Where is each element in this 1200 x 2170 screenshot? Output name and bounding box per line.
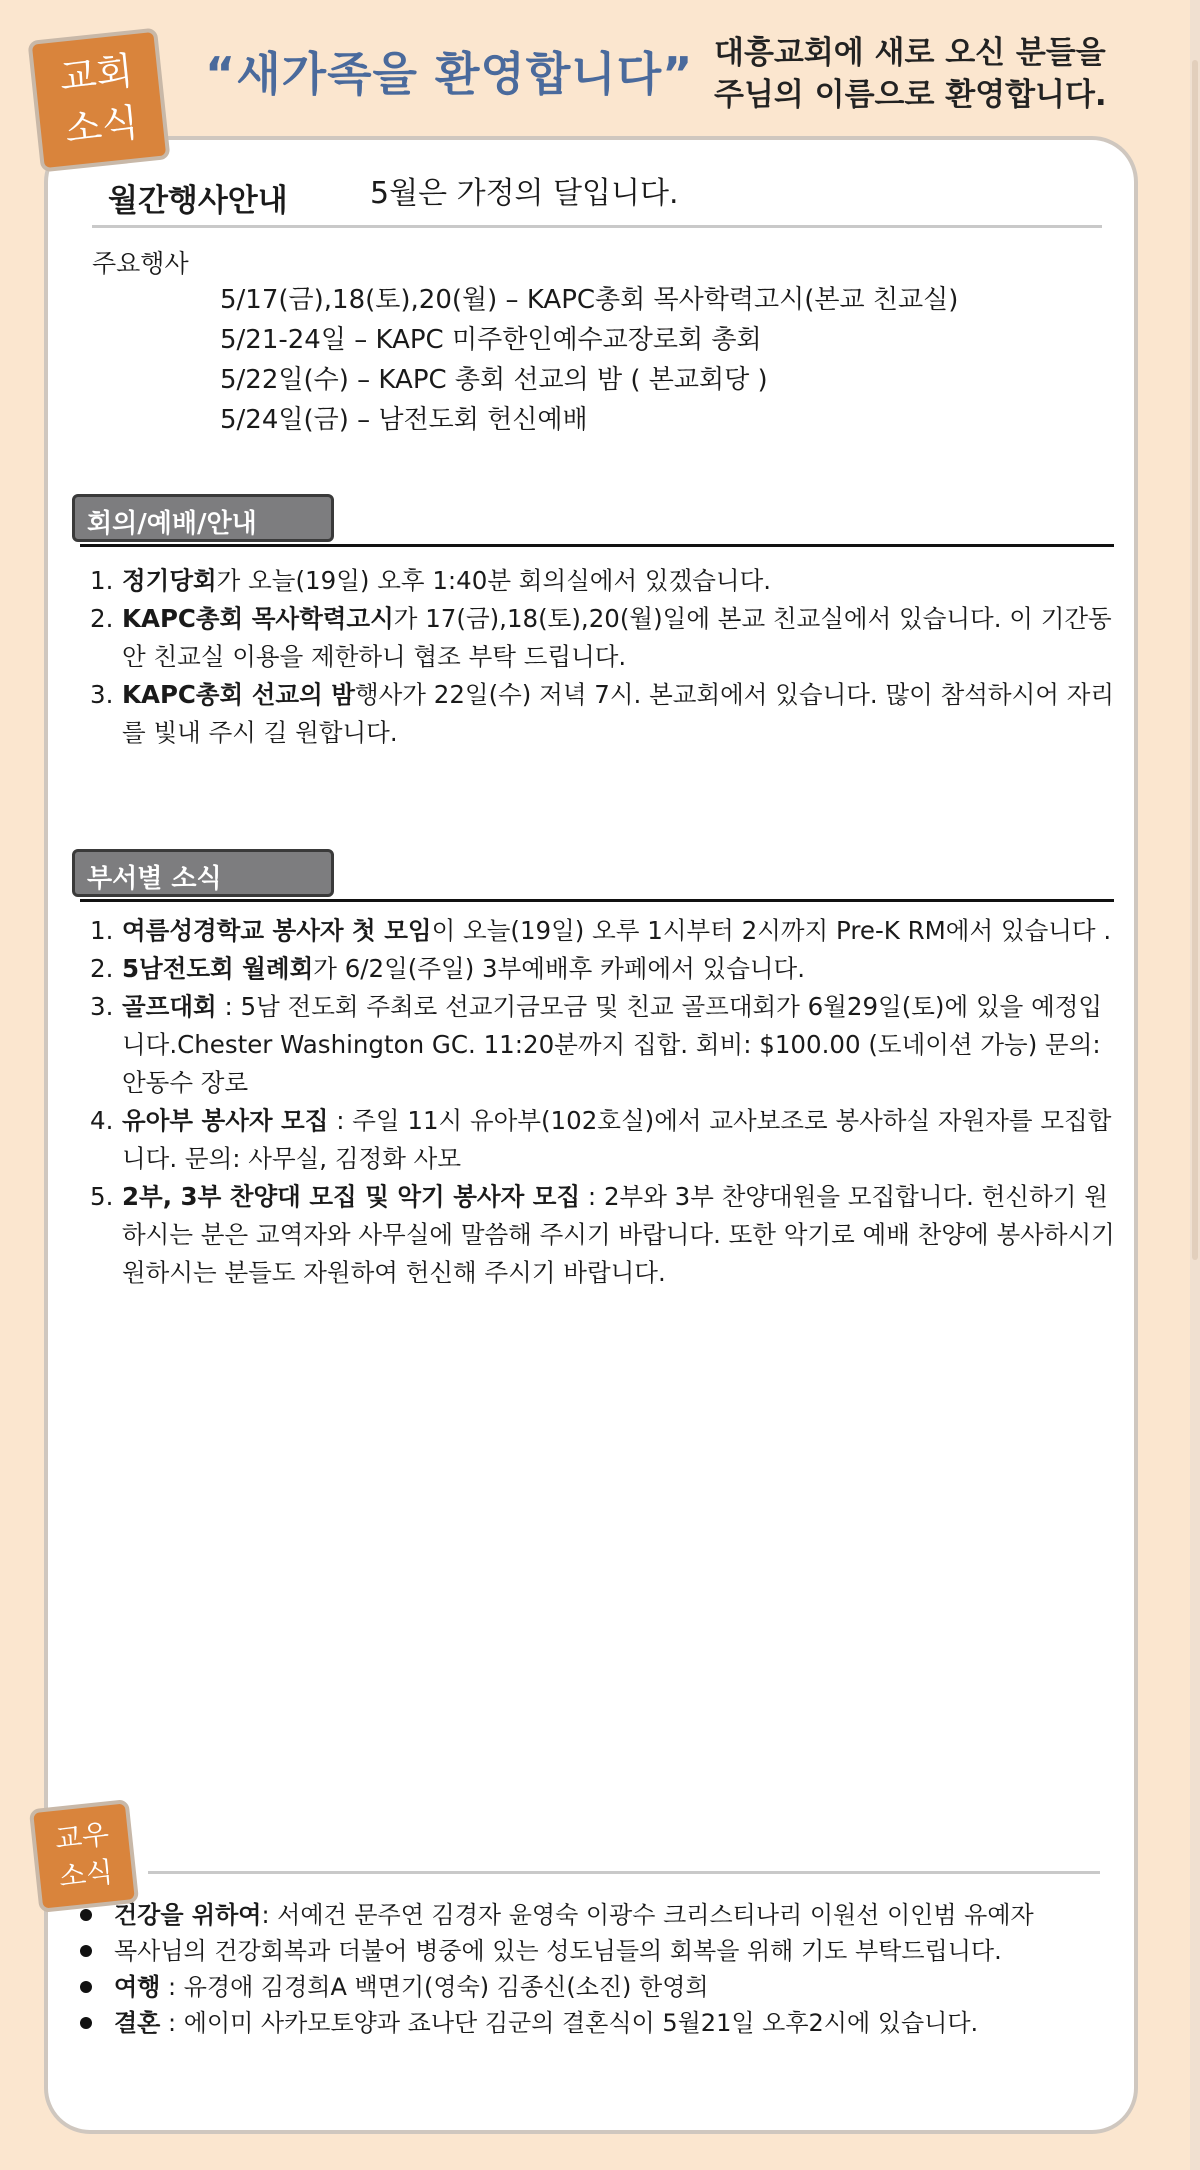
monthly-events-subtitle: 5월은 가정의 달입니다. [370, 176, 679, 211]
departments-section-tag: 부서별 소식 [72, 849, 334, 897]
item-heading: 골프대회 [122, 992, 217, 1021]
bullet-icon [80, 1981, 92, 1993]
list-number: 3. [90, 680, 114, 709]
list-item [90, 1102, 1120, 1178]
list-number: 2. [90, 604, 114, 633]
item-heading: 건강을 위하여 [114, 1901, 262, 1929]
event-item: 5/21-24일 – KAPC 미주한인예수교장로회 총회 [220, 325, 762, 355]
welcome-title: “새가족을 환영합니다” [205, 47, 694, 101]
event-item: 5/24일(금) – 남전도회 헌신예배 [220, 405, 588, 435]
item-text: : 2부와 3부 찬양대원을 모집합니다. 헌신하기 원하시는 분은 교역자와 사무실에 말씀해 주시기 바랍니다. 또한 악기로 예배 찬양에 봉사하시기 원하시는 분들도 자원하여 헌신해 주시기 바랍니다. [122, 1182, 1115, 1287]
bullet-icon [80, 2017, 92, 2029]
list-item [90, 562, 1120, 600]
meeting-list [90, 562, 1120, 752]
monthly-events-title: 월간행사안내 [108, 183, 288, 219]
list-number: 4. [90, 1106, 114, 1135]
list-item [74, 1897, 1144, 1933]
item-text: 가 6/2일(주일) 3부예배후 카페에서 있습니다. [313, 954, 805, 983]
meeting-section-tag: 회의/예배/안내 [72, 494, 334, 542]
list-item [90, 988, 1120, 1102]
list-number: 3. [90, 992, 114, 1021]
welcome-subtitle-line1: 대흥교회에 새로 오신 분들을 [714, 35, 1106, 71]
list-item [90, 912, 1120, 950]
event-item: 5/17(금),18(토),20(월) – KAPC총회 목사학력고시(본교 친교실) [220, 285, 959, 315]
item-text: : 에이미 사카모토양과 죠나단 김군의 결혼식이 5월21일 오후2시에 있습니다. [160, 2009, 979, 2037]
meeting-divider [80, 544, 1114, 547]
member-news-tag [29, 1799, 139, 1913]
church-news-tag-line1: 교회 [57, 48, 136, 100]
item-heading: 여름성경학교 봉사자 첫 모임 [122, 916, 432, 945]
list-item [90, 1178, 1120, 1292]
item-text: : 서예건 문주연 김경자 윤영숙 이광수 크리스티나리 이원선 이인범 유예자 [261, 1901, 1034, 1929]
item-heading: 2부, 3부 찬양대 모집 및 악기 봉사자 모집 [122, 1182, 581, 1211]
scrollbar-track[interactable] [1190, 0, 1200, 2170]
list-item [74, 1969, 1144, 2005]
monthly-divider [92, 225, 1102, 228]
list-item [74, 2005, 1144, 2041]
church-news-tag-line2: 소식 [62, 100, 141, 152]
item-heading: 정기당회 [122, 566, 217, 595]
item-text: : 5남 전도회 주최로 선교기금모금 및 친교 골프대회가 6월29일(토)에 있을 예정입니다.Chester Washington GC. 11:20분까지 집합. 회비: $100.00 (도네이션 가능) 문의: 안동수 장로 [122, 992, 1103, 1097]
list-item [90, 950, 1120, 988]
member-news-divider [148, 1871, 1100, 1874]
bullet-icon [80, 1945, 92, 1957]
item-heading: 5남전도회 월례회 [122, 954, 314, 983]
main-events-list [220, 280, 958, 440]
bullet-icon [80, 1909, 92, 1921]
list-number: 1. [90, 916, 114, 945]
member-news-tag-line1: 교우 [53, 1817, 111, 1856]
event-item: 5/22일(수) – KAPC 총회 선교의 밤 ( 본교회당 ) [220, 365, 768, 395]
list-number: 2. [90, 954, 114, 983]
welcome-subtitle-line2: 주님의 이름으로 환영합니다. [714, 77, 1107, 113]
item-text: 목사님의 건강회복과 더불어 병중에 있는 성도님들의 회복을 위해 기도 부탁드립니다. [114, 1937, 1002, 1965]
item-text: : 유경애 김경희A 백면기(영숙) 김종신(소진) 한영희 [160, 1973, 709, 2001]
scrollbar-thumb[interactable] [1192, 60, 1198, 1260]
item-text: : 주일 11시 유아부(102호실)에서 교사보조로 봉사하실 자원자를 모집합니다. 문의: 사무실, 김정화 사모 [122, 1106, 1112, 1173]
item-text: 행사가 22일(수) 저녁 7시. 본교회에서 있습니다. 많이 참석하시어 자리를 빛내 주시 길 원합니다. [122, 680, 1115, 747]
departments-list [90, 912, 1120, 1292]
item-heading: KAPC총회 선교의 밤 [122, 680, 355, 709]
item-heading: 유아부 봉사자 모집 [122, 1106, 329, 1135]
main-events-label: 주요행사 [92, 249, 189, 278]
item-text: 이 오늘(19일) 오루 1시부터 2시까지 Pre-K RM에서 있습니다 . [431, 916, 1112, 945]
list-item [90, 676, 1120, 752]
church-news-tag [27, 28, 170, 173]
item-text: 가 17(금),18(토),20(월)일에 본교 친교실에서 있습니다. 이 기간동안 친교실 이용을 제한하니 협조 부탁 드립니다. [122, 604, 1112, 671]
departments-divider [80, 899, 1114, 902]
welcome-subtitle [714, 32, 1107, 116]
item-heading: KAPC총회 목사학력고시 [122, 604, 394, 633]
member-news-list [74, 1897, 1144, 2041]
item-heading: 결혼 [114, 2009, 161, 2037]
list-item [74, 1933, 1144, 1969]
member-news-tag-line2: 소식 [57, 1855, 115, 1894]
list-number: 1. [90, 566, 114, 595]
item-heading: 여행 [114, 1973, 161, 2001]
item-text: 가 오늘(19일) 오후 1:40분 회의실에서 있겠습니다. [216, 566, 772, 595]
list-item [90, 600, 1120, 676]
list-number: 5. [90, 1182, 114, 1211]
